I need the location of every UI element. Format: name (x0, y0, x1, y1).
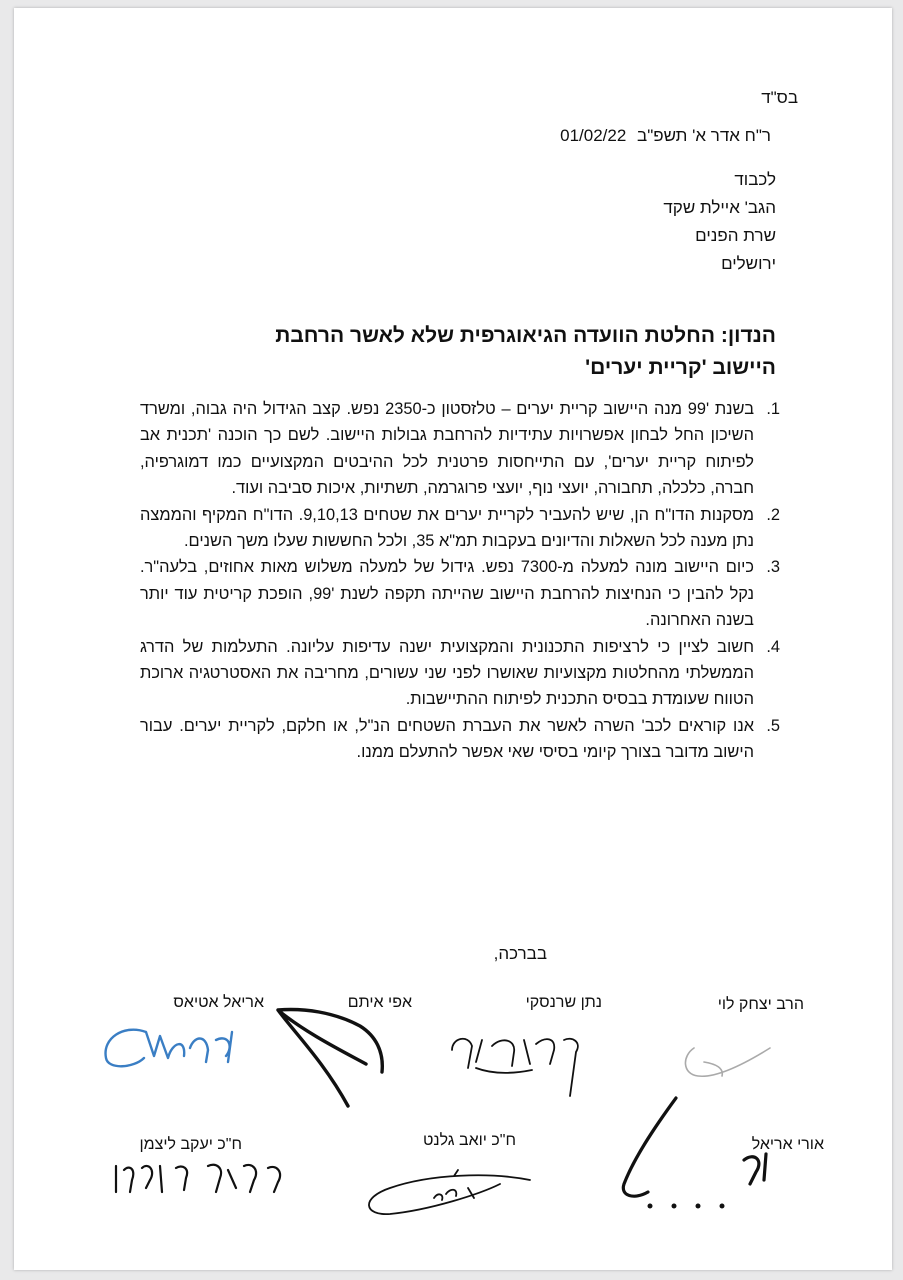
list-item (140, 713, 780, 766)
item-number: 4. (766, 637, 780, 656)
signer-atias: אריאל אטיאס (173, 994, 264, 1011)
signature-litzman (96, 1152, 296, 1202)
addressee-line: שרת הפנים (695, 226, 776, 245)
date-numeric: 01/02/22 (560, 126, 627, 145)
signature-atias (94, 1018, 244, 1078)
signer-galant: ח"כ יואב גלנט (422, 1132, 516, 1149)
signature-sharansky (432, 1016, 602, 1106)
signature-ariel (594, 1088, 774, 1218)
subject-line: הנדון: החלטת הוועדה הגיאוגרפית שלא לאשר הרחבת (275, 324, 776, 347)
letter-items (140, 396, 780, 766)
item-text: חשוב לציין כי לרציפות התכנונית והמקצועית ישנה עדיפות עליונה. התעלמות של הדרג הממשלתי מהחלטות מקצועיות שאושרו לפני שני עשורים, מחריבה את האסטרטגיה ארוכת הטווח שעומדת בבסיס התכנית לפיתוח ההתיישבות. (140, 637, 754, 709)
item-number: 2. (766, 505, 780, 524)
addressee-block (663, 166, 776, 278)
addressee-line: הגב' איילת שקד (663, 198, 776, 217)
addressee-line: ירושלים (721, 254, 776, 273)
signature-rabbi-levi (674, 1018, 784, 1088)
item-text: בשנת '99 מנה היישוב קריית יערים – טלזסטון כ-2350 נפש. קצב הגידול היה גבוה, ומשרד השיכון החל לבחון אפשרויות עתידיות להרחבת גבולות היישוב. לשם כך הוכנה 'תכנית אב לפיתוח קריית יערים', עם התייחסות פרטנית לכל ההיבטים המקצועיים כמו דמוגרפיה, חברה, כלכלה, תחבורה, יועצי נוף, יועצי פרוגרמה, תשתיות, איכות סביבה ועוד. (140, 400, 754, 498)
date-hebrew: ר"ח אדר א' תשפ"ב (637, 126, 771, 145)
letter-date (560, 126, 771, 146)
signature-eitam (264, 1002, 404, 1122)
letter-page (14, 8, 892, 1270)
list-item (140, 502, 780, 555)
item-text: כיום היישוב מונה למעלה מ-7300 נפש. גידול של למעלה משלוש מאות אחוזים, בלעה"ר. נקל להבין כי הנחיצות להרחבת היישוב שהייתה תקפה לשנת '99, הופכת קריטית עוד יותר בשנה האחרונה. (140, 558, 755, 630)
addressee-line: לכבוד (734, 170, 776, 189)
signer-sharansky: נתן שרנסקי (525, 994, 602, 1011)
bsd-mark: בס"ד (761, 88, 798, 107)
signer-ariel: אורי אריאל (751, 1136, 824, 1153)
signer-litzman: ח"כ יעקב ליצמן (139, 1136, 242, 1153)
item-number: 5. (766, 716, 780, 735)
list-item (140, 634, 780, 713)
subject-heading (136, 320, 776, 384)
signer-eitam: אפי איתם (347, 994, 412, 1011)
item-number: 1. (766, 400, 780, 418)
signature-galant (350, 1158, 540, 1228)
item-text: מסקנות הדו"ח הן, שיש להעביר לקריית יערים את שטחים 9,10,13. הדו"ח המקיף והממצה נתן מענה לכל השאלות והדיונים בעקבות תמ"א 35, ולכל החששות שעלו משך השנים. (140, 505, 755, 551)
item-number: 3. (766, 558, 780, 577)
list-item (140, 396, 780, 502)
signer-rabbi-levi: הרב יצחק לוי (717, 996, 804, 1013)
list-item (140, 554, 780, 633)
closing-greeting: בברכה, (493, 944, 547, 963)
subject-line: היישוב 'קריית יערים' (585, 356, 776, 379)
item-text: אנו קוראים לכב' השרה לאשר את העברת השטחים הנ"ל, או חלקם, לקריית יערים. עבור הישוב מדובר בצורך קיומי בסיסי שאי אפשר להתעלם ממנו. (140, 716, 754, 762)
